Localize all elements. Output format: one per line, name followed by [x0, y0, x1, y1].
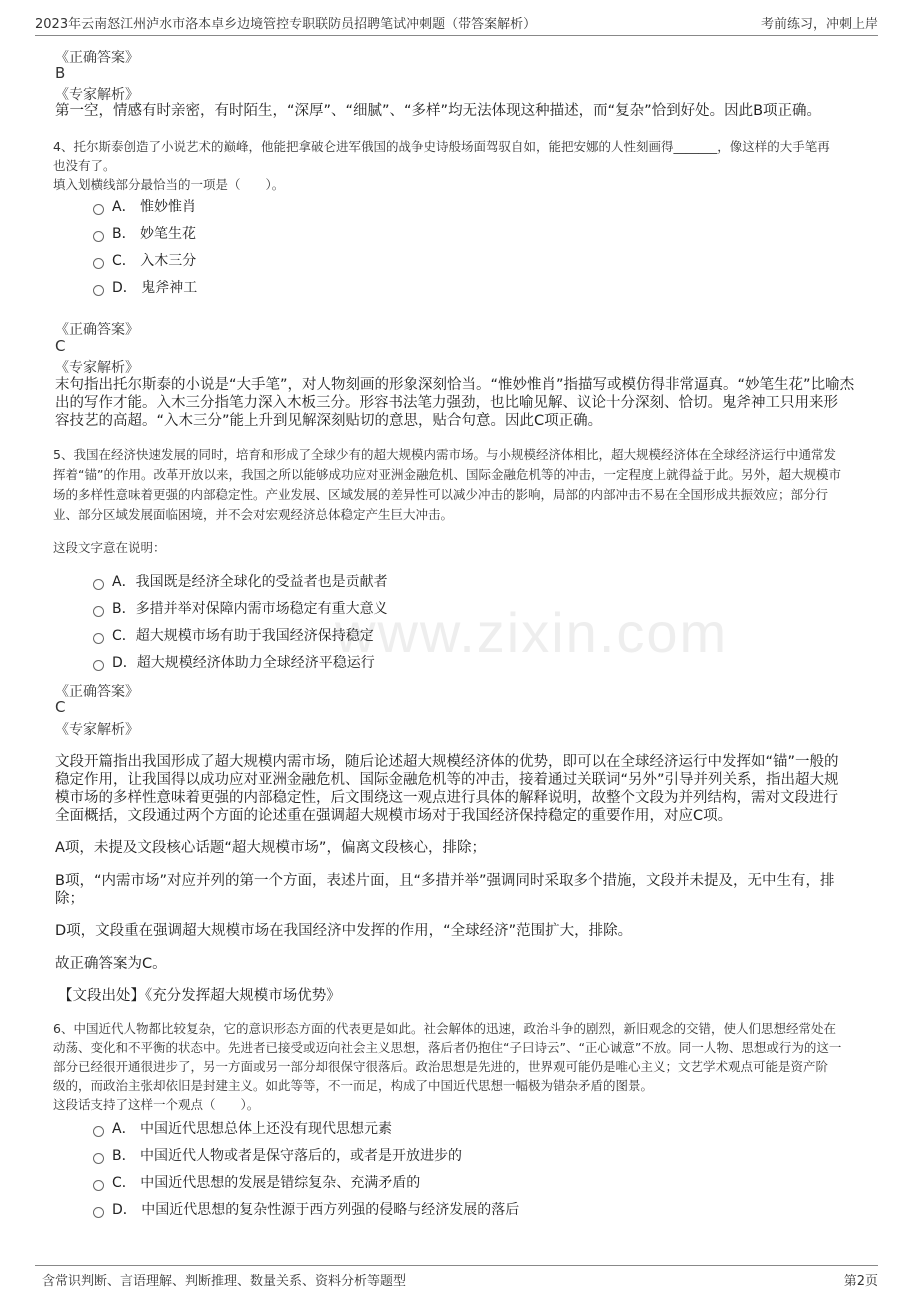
radio-icon[interactable]	[93, 1153, 104, 1164]
radio-icon[interactable]	[93, 660, 104, 671]
analysis-text: 文段开篇指出我国形成了超大规模内需市场，随后论述超大规模经济体的优势，即可以在全球经济运行中发挥如“锚”一般的	[55, 754, 839, 770]
option-label: D．超大规模经济体助力全球经济平稳运行	[112, 655, 375, 671]
analysis-text: 容技艺的高超。“入木三分”能上升到见解深刻贴切的意思，贴合句意。因此C项正确。	[55, 413, 603, 429]
answer-value: C	[55, 337, 66, 355]
option-label: B．多措并举对保障内需市场稳定有重大意义	[112, 601, 388, 617]
option-label: C． 中国近代思想的发展是错综复杂、充满矛盾的	[112, 1175, 421, 1191]
radio-icon[interactable]	[93, 1126, 104, 1137]
option-a[interactable]	[93, 1118, 392, 1138]
radio-icon[interactable]	[93, 579, 104, 590]
analysis-label: 《专家解析》	[55, 722, 139, 738]
page-header-title: 2023年云南怒江州泸水市洛本卓乡边境管控专职联防员招聘笔试冲刺题（带答案解析）	[35, 17, 537, 32]
option-label: B． 中国近代人物或者是保守落后的，或者是开放进步的	[112, 1148, 463, 1164]
option-label: A． 惟妙惟肖	[112, 199, 197, 215]
option-c[interactable]	[93, 250, 196, 270]
option-c[interactable]	[93, 1172, 420, 1192]
analysis-label: 《专家解析》	[55, 360, 139, 376]
option-label: D． 中国近代思想的复杂性源于西方列强的侵略与经济发展的落后	[112, 1202, 520, 1218]
final-answer: 故正确答案为C。	[55, 956, 167, 972]
question-stem: 挥着“锚”的作用。改革开放以来，我国之所以能够成功应对亚洲金融危机、国际金融危机等的冲击，一定程度上就得益于此。另外，超大规模市	[53, 467, 841, 482]
option-c[interactable]	[93, 625, 374, 645]
option-d[interactable]	[93, 277, 197, 297]
option-label: D． 鬼斧神工	[112, 280, 198, 296]
analysis-option-d: D项，文段重在强调超大规模市场在我国经济中发挥的作用，“全球经济”范围扩大，排除。	[55, 923, 633, 939]
option-b[interactable]	[93, 1145, 462, 1165]
analysis-text: 全面概括，文段通过两个方面的论述重在强调超大规模市场对于我国经济保持稳定的重要作用，对应C项。	[55, 808, 733, 824]
option-d[interactable]	[93, 1199, 519, 1219]
option-label: C．超大规模市场有助于我国经济保持稳定	[112, 628, 374, 644]
option-b[interactable]	[93, 598, 388, 618]
question-prompt: 填入划横线部分最恰当的一项是（ ）。	[53, 177, 285, 192]
option-a[interactable]	[93, 196, 196, 216]
radio-icon[interactable]	[93, 204, 104, 215]
answer-value: B	[55, 64, 66, 82]
header-divider	[35, 35, 878, 36]
answer-label: 《正确答案》	[55, 684, 139, 700]
question-stem: 5、我国在经济快速发展的同时，培育和形成了全球少有的超大规模内需市场。与小规模经济体相比，超大规模经济体在全球经济运行中通常发	[53, 447, 836, 462]
footer-text: 含常识判断、言语理解、判断推理、数量关系、资料分析等题型	[42, 1274, 407, 1289]
watermark: www.zixin.com	[335, 601, 729, 664]
analysis-text: 稳定作用，让我国得以成功应对亚洲金融危机、国际金融危机等的冲击，接着通过关联词“另外”引导并列关系，指出超大规	[55, 772, 839, 788]
option-label: A． 中国近代思想总体上还没有现代思想元素	[112, 1121, 393, 1137]
answer-label: 《正确答案》	[55, 50, 139, 66]
analysis-text: 末句指出托尔斯泰的小说是“大手笔”，对人物刻画的形象深刻恰当。“惟妙惟肖”指描写或模仿得非常逼真。“妙笔生花”比喻杰	[55, 377, 855, 393]
analysis-option-b: 除；	[55, 891, 84, 907]
option-d[interactable]	[93, 652, 375, 672]
analysis-option-a: A项，未提及文段核心话题“超大规模市场”，偏离文段核心，排除；	[55, 840, 486, 856]
question-stem: 级的，而政治主张却依旧是封建主义。如此等等，不一而足，构成了中国近代思想一幅极为错杂矛盾的图景。	[53, 1078, 654, 1093]
question-stem: 部分已经很开通很进步了，另一方面或另一部分却很保守很落后。政治思想是先进的，世界观可能仍是唯心主义；文艺学术观点可能是资产阶	[53, 1059, 829, 1074]
page-header-slogan: 考前练习，冲刺上岸	[760, 17, 878, 32]
analysis-option-b: B项，“内需市场”对应并列的第一个方面，表述片面，且“多措并举”强调同时采取多个措施，文段并未提及，无中生有，排	[55, 873, 835, 889]
option-label: C． 入木三分	[112, 253, 197, 269]
page-number: 第2页	[843, 1274, 878, 1289]
answer-value: C	[55, 698, 66, 716]
question-prompt: 这段话支持了这样一个观点（ ）。	[53, 1097, 260, 1112]
option-label: B． 妙笔生花	[112, 226, 197, 242]
question-stem: 动荡、变化和不平衡的状态中。先进者已接受或迈向社会主义思想，落后者仍抱住“子曰诗云”、“正心诚意”不放。同一人物、思想或行为的这一	[53, 1040, 842, 1055]
radio-icon[interactable]	[93, 258, 104, 269]
answer-label: 《正确答案》	[55, 322, 139, 338]
analysis-text: 模市场的多样性意味着更强的内部稳定性，后文围绕这一观点进行具体的解释说明，故整个文段为并列结构，需对文段进行	[55, 790, 838, 806]
radio-icon[interactable]	[93, 285, 104, 296]
question-stem: 4、托尔斯泰创造了小说艺术的巅峰，他能把拿破仑进军俄国的战争史诗般场面驾驭自如，能把安娜的人性刻画得_______，像这样的大手笔再	[53, 139, 830, 154]
option-a[interactable]	[93, 571, 388, 591]
question-stem: 场的多样性意味着更强的内部稳定性。产业发展、区域发展的差异性可以减少冲击的影响，局部的内部冲击不易在全国形成共振效应；部分行	[53, 487, 829, 502]
radio-icon[interactable]	[93, 231, 104, 242]
radio-icon[interactable]	[93, 1207, 104, 1218]
analysis-text: 出的写作才能。入木三分指笔力深入木板三分。形容书法笔力强劲，也比喻见解、议论十分深刻、恰切。鬼斧神工只用来形	[55, 395, 838, 411]
option-b[interactable]	[93, 223, 196, 243]
question-stem: 业、部分区域发展面临困境，并不会对宏观经济总体稳定产生巨大冲击。	[53, 507, 454, 522]
analysis-label: 《专家解析》	[55, 87, 139, 103]
analysis-text: 第一空，情感有时亲密，有时陌生，“深厚”、“细腻”、“多样”均无法体现这种描述，而“复杂”恰到好处。因此B项正确。	[55, 103, 822, 119]
question-stem: 6、中国近代人物都比较复杂，它的意识形态方面的代表更是如此。社会解体的迅速，政治斗争的剧烈，新旧观念的交错，使人们思想经常处在	[53, 1021, 836, 1036]
footer-divider	[35, 1265, 878, 1266]
radio-icon[interactable]	[93, 606, 104, 617]
question-stem: 也没有了。	[53, 158, 116, 173]
source-citation: 【文段出处】《充分发挥超大规模市场优势》	[58, 988, 341, 1004]
radio-icon[interactable]	[93, 633, 104, 644]
option-label: A．我国既是经济全球化的受益者也是贡献者	[112, 574, 388, 590]
radio-icon[interactable]	[93, 1180, 104, 1191]
question-prompt: 这段文字意在说明：	[53, 540, 166, 555]
